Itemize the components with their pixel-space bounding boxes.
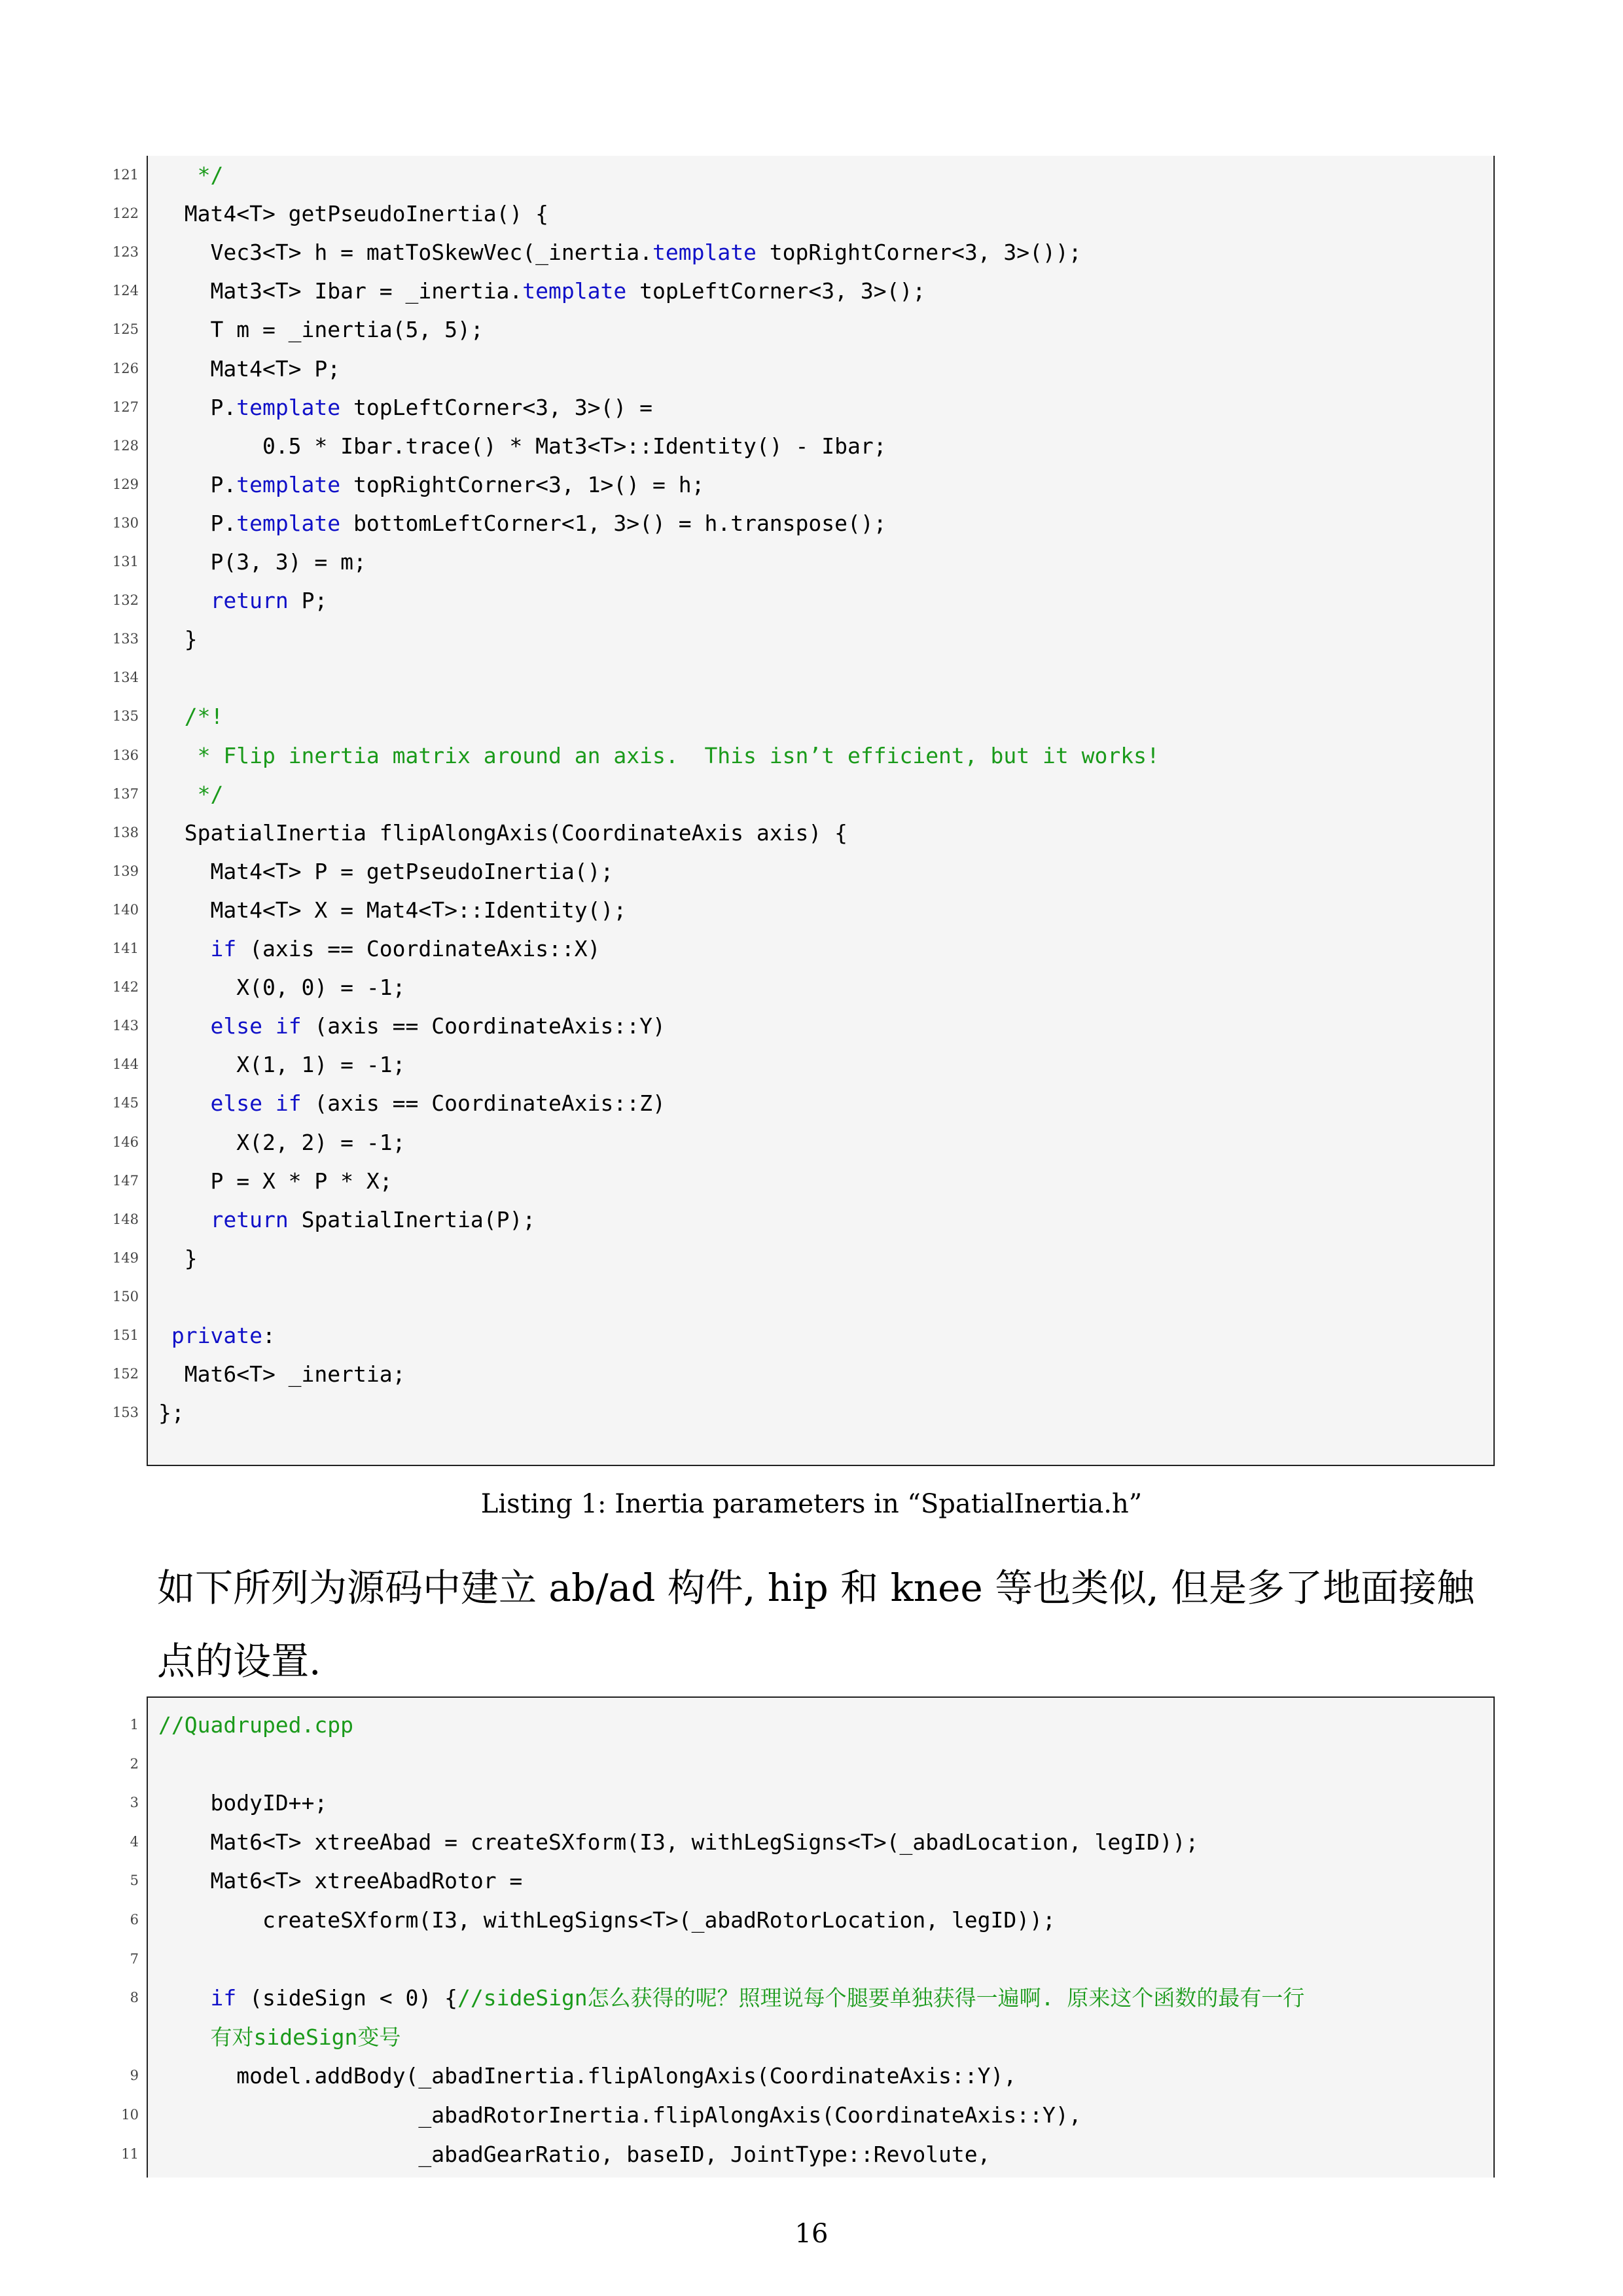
code-token: Mat4<T> X = Mat4<T>::Identity(); (158, 897, 627, 923)
code-comment: */ (158, 162, 224, 188)
body-text-line-2: 点的设置. (157, 1639, 321, 1683)
code-text (158, 1200, 535, 1239)
code-token: SpatialInertia(P); (288, 1206, 536, 1232)
code-line (112, 1355, 1493, 1393)
code-line (112, 1200, 1493, 1239)
line-number: 132 (112, 592, 139, 609)
code-text (158, 736, 1160, 775)
code-token: createSXform(I3, withLegSigns<T>(_abadRotorLocation, legID)); (158, 1907, 1056, 1933)
code-keyword: template (522, 278, 627, 304)
code-comment: /*! (158, 704, 224, 730)
code-token: X(0, 0) = -1; (158, 975, 406, 1001)
code-text (158, 1045, 406, 1084)
code-line (130, 1745, 1493, 1784)
code-text (158, 1162, 393, 1200)
code-keyword: return (210, 1206, 289, 1232)
code-line (112, 1084, 1493, 1122)
code-token (158, 1323, 171, 1348)
line-number: 143 (112, 1018, 139, 1034)
line-number: 2 (130, 1755, 139, 1772)
line-number: 1 (130, 1717, 139, 1732)
code-line (112, 658, 1493, 697)
code-line (112, 891, 1493, 929)
code-line (112, 1393, 1493, 1432)
code-token: P. (158, 510, 237, 536)
code-line (112, 310, 1493, 349)
code-line (130, 1979, 1493, 2017)
code-line (148, 2018, 1493, 2056)
code-text (158, 775, 223, 814)
code-comment: //Quadruped.cpp (158, 1712, 354, 1738)
code-listing-1 (112, 156, 1495, 1466)
code-text (158, 2096, 1082, 2134)
code-line (130, 1940, 1493, 1979)
code-token: bodyID++; (158, 1790, 328, 1816)
line-number: 137 (112, 785, 139, 802)
code-text (158, 1355, 406, 1393)
code-keyword: template (652, 240, 757, 266)
code-text (158, 697, 223, 736)
code-keyword: template (236, 471, 341, 497)
code-listing-2 (121, 1696, 1495, 2178)
line-number: 130 (112, 514, 139, 531)
code-line (121, 2135, 1493, 2174)
code-line (112, 697, 1493, 736)
line-number: 4 (130, 1833, 139, 1850)
line-number: 121 (112, 167, 139, 183)
code-token: topLeftCorner<3, 3>() = (340, 394, 652, 420)
code-token: bottomLeftCorner<1, 3>() = h.transpose(); (340, 510, 887, 536)
code-text (158, 233, 1082, 272)
code-token: topRightCorner<3, 1>() = h; (340, 471, 705, 497)
code-line (112, 1278, 1493, 1316)
code-text (158, 310, 484, 349)
line-number: 136 (112, 747, 139, 763)
line-number: 133 (112, 631, 139, 647)
code-text (158, 388, 652, 427)
code-comment: */ (158, 781, 224, 807)
code-line (112, 272, 1493, 310)
code-text (158, 1901, 1056, 1939)
code-line (112, 1123, 1493, 1162)
code-token: Mat6<T> xtreeAbadRotor = (158, 1868, 523, 1894)
code-token: P. (158, 471, 237, 497)
code-keyword: else if (210, 1090, 302, 1117)
line-number: 124 (112, 283, 139, 299)
code-line (112, 504, 1493, 543)
code-token: X(2, 2) = -1; (158, 1129, 406, 1155)
code-token: Mat4<T> P = getPseudoInertia(); (158, 858, 614, 884)
code-text (158, 1393, 185, 1432)
code-line (130, 1823, 1493, 1861)
code-line (112, 852, 1493, 891)
code-line (130, 1901, 1493, 1939)
code-token: } (158, 626, 198, 653)
code-token: Vec3<T> h = matToSkewVec(_inertia. (158, 240, 652, 266)
code-line (112, 465, 1493, 504)
code-text (158, 1316, 276, 1355)
code-keyword: if (210, 936, 237, 961)
page-number: 16 (794, 2219, 829, 2249)
code-line (130, 1861, 1493, 1900)
line-number: 126 (112, 360, 139, 376)
code-text (158, 504, 887, 543)
line-number: 7 (130, 1950, 139, 1967)
line-number: 135 (112, 708, 139, 725)
code-token: T m = _inertia(5, 5); (158, 317, 484, 343)
code-token: _abadRotorInertia.flipAlongAxis(CoordinateAxis::Y), (158, 2102, 1082, 2128)
code-line (112, 1316, 1493, 1355)
line-number: 125 (112, 321, 139, 338)
code-line (112, 814, 1493, 852)
code-comment: * Flip inertia matrix around an axis. This isn’t efficient, but it works! (158, 742, 1160, 768)
code-line (112, 620, 1493, 658)
code-text (158, 350, 340, 388)
code-keyword: private (171, 1323, 262, 1348)
line-number: 127 (112, 399, 139, 415)
code-text (158, 1979, 1304, 2017)
code-line (112, 1162, 1493, 1200)
line-number: 152 (112, 1366, 139, 1382)
code-text (158, 968, 406, 1007)
code-line (112, 775, 1493, 814)
line-number: 6 (130, 1912, 139, 1928)
code-token: X(1, 1) = -1; (158, 1052, 406, 1078)
code-text (158, 891, 626, 929)
code-text (158, 2135, 991, 2174)
code-token: (axis == CoordinateAxis::X) (236, 936, 601, 961)
code-line (112, 388, 1493, 427)
code-keyword: else if (210, 1013, 302, 1039)
line-number: 5 (130, 1873, 139, 1889)
line-number: 134 (112, 670, 139, 686)
code-text (158, 1784, 327, 1822)
code-keyword: template (236, 510, 341, 536)
line-number: 142 (112, 979, 139, 996)
code-token: (axis == CoordinateAxis::Y) (301, 1013, 666, 1039)
code-line (112, 1007, 1493, 1045)
code-comment: 有对sideSign变号 (158, 2024, 401, 2050)
code-line (112, 543, 1493, 581)
code-token: P. (158, 394, 237, 420)
code-text (158, 1823, 1198, 1861)
code-token: Mat6<T> _inertia; (158, 1361, 406, 1388)
code-line (130, 2056, 1493, 2095)
code-token: Mat3<T> Ibar = _inertia. (158, 278, 523, 304)
code-line (112, 156, 1493, 194)
code-text (158, 1007, 666, 1045)
code-token (158, 588, 210, 613)
code-text (158, 2056, 1016, 2095)
line-number: 145 (112, 1095, 139, 1111)
code-keyword: if (210, 1985, 237, 2011)
code-line (130, 1706, 1493, 1744)
line-number: 129 (112, 476, 139, 492)
code-token: Mat6<T> xtreeAbad = createSXform(I3, withLegSigns<T>(_abadLocation, legID)); (158, 1829, 1199, 1855)
code-text (158, 581, 327, 620)
code-token: Mat4<T> P; (158, 355, 341, 382)
code-line (112, 581, 1493, 620)
code-text (158, 929, 601, 968)
code-text (158, 194, 548, 233)
line-number: 140 (112, 901, 139, 918)
code-text (158, 156, 223, 194)
code-line (121, 2096, 1493, 2134)
listing-caption: Listing 1: Inertia parameters in “SpatialInertia.h” (480, 1489, 1143, 1519)
code-line (112, 1045, 1493, 1084)
code-token (158, 1013, 210, 1039)
code-token: }; (158, 1400, 185, 1426)
code-text (158, 1239, 198, 1278)
code-text (158, 1861, 522, 1900)
code-line (112, 736, 1493, 775)
code-text (158, 465, 704, 504)
code-comment: //sideSign怎么获得的呢？照理说每个腿要单独获得一遍啊. 原来这个函数的最有一行 (457, 1985, 1305, 2011)
code-token: topRightCorner<3, 3>()); (756, 240, 1082, 266)
line-number: 9 (130, 2068, 139, 2084)
line-number: 141 (112, 941, 139, 956)
code-line (112, 233, 1493, 272)
code-token: Mat4<T> getPseudoInertia() { (158, 201, 549, 227)
line-number: 128 (112, 437, 139, 454)
line-number: 153 (112, 1405, 139, 1421)
line-number: 138 (112, 824, 139, 840)
line-number: 123 (112, 244, 139, 260)
line-number: 11 (121, 2145, 139, 2162)
code-token: (axis == CoordinateAxis::Z) (301, 1090, 666, 1117)
code-text (158, 543, 366, 581)
code-token: P(3, 3) = m; (158, 549, 366, 575)
body-text-line-1: 如下所列为源码中建立 ab/ad 构件, hip 和 knee 等也类似, 但是多了地面接触 (157, 1566, 1475, 1610)
code-keyword: return (210, 588, 289, 614)
code-token: (sideSign < 0) { (236, 1985, 457, 2011)
code-text (158, 1123, 406, 1162)
code-token: } (158, 1245, 198, 1271)
code-text (158, 620, 198, 658)
line-number: 146 (112, 1134, 139, 1150)
code-token (158, 1090, 210, 1116)
code-token: P; (288, 588, 328, 614)
line-number: 151 (112, 1327, 139, 1343)
line-number: 147 (112, 1172, 139, 1189)
line-number: 144 (112, 1056, 139, 1073)
line-number: 131 (112, 554, 139, 569)
line-number: 122 (112, 206, 139, 222)
code-text (158, 814, 847, 852)
line-number: 8 (130, 1990, 139, 2006)
line-number: 10 (121, 2107, 139, 2123)
code-token: P = X * P * X; (158, 1168, 393, 1194)
code-text (158, 852, 613, 891)
code-token: : (262, 1323, 276, 1348)
line-number: 148 (112, 1211, 139, 1227)
line-number: 150 (112, 1288, 139, 1304)
code-line (130, 1784, 1493, 1822)
line-number: 3 (130, 1795, 139, 1811)
code-line (112, 427, 1493, 465)
code-line (112, 929, 1493, 968)
code-token: SpatialInertia flipAlongAxis(CoordinateAxis axis) { (158, 819, 847, 846)
code-text (158, 272, 925, 310)
code-text (158, 2018, 401, 2056)
code-token (158, 936, 210, 961)
code-token: _abadGearRatio, baseID, JointType::Revolute, (158, 2141, 991, 2167)
code-token: topLeftCorner<3, 3>(); (626, 278, 926, 304)
code-token: model.addBody(_abadInertia.flipAlongAxis(CoordinateAxis::Y), (158, 2063, 1017, 2089)
code-line (112, 968, 1493, 1007)
line-number: 139 (112, 863, 139, 879)
code-line (112, 1239, 1493, 1278)
code-line (112, 350, 1493, 388)
code-keyword: template (236, 394, 341, 420)
code-token (158, 1985, 210, 2011)
line-number: 149 (112, 1249, 139, 1266)
code-token: 0.5 * Ibar.trace() * Mat3<T>::Identity() - Ibar; (158, 433, 887, 459)
code-text (158, 1706, 353, 1744)
code-token (158, 1207, 210, 1232)
code-text (158, 427, 887, 465)
code-text (158, 1084, 666, 1122)
code-line (112, 194, 1493, 233)
